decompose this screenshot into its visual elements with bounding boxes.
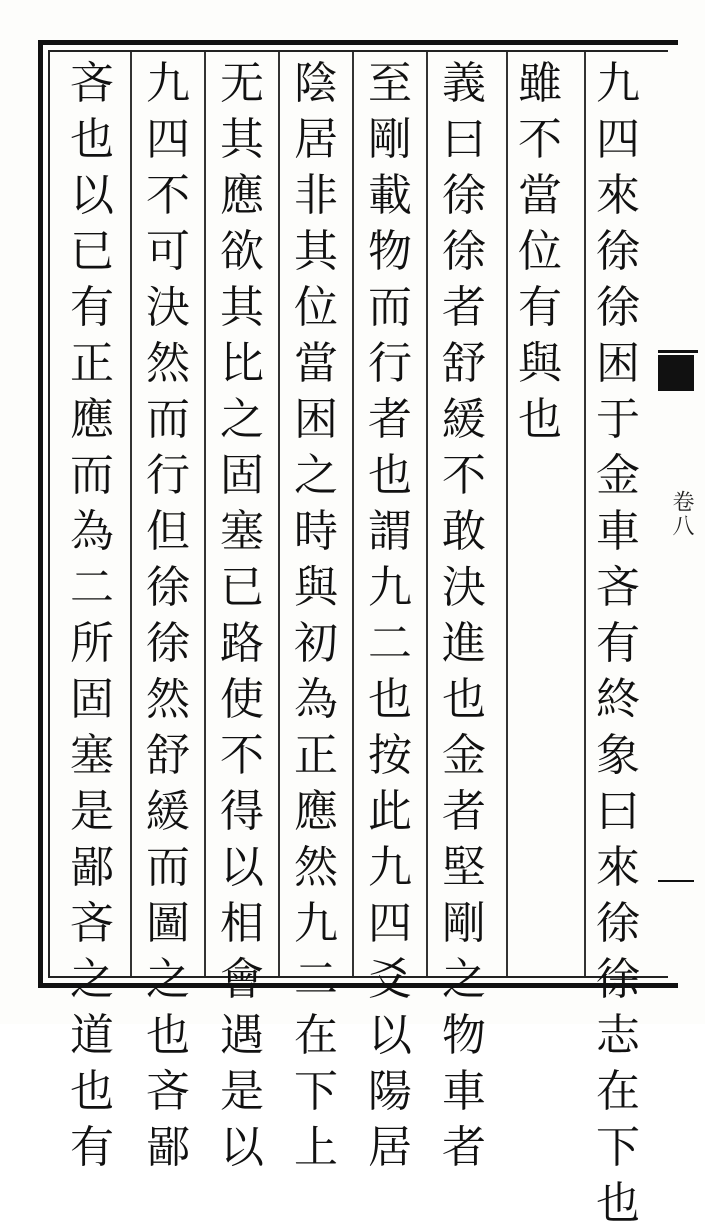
- glyph: 吝: [70, 898, 114, 949]
- glyph: 謂: [368, 506, 412, 557]
- column-divider: [584, 52, 586, 976]
- glyph: 以: [368, 1010, 412, 1061]
- glyph: 上: [294, 1122, 338, 1173]
- glyph: 徐: [442, 170, 486, 221]
- glyph: 應: [70, 394, 114, 445]
- glyph: 圖: [146, 898, 190, 949]
- column-divider: [130, 52, 132, 976]
- glyph: 正: [70, 338, 114, 389]
- glyph: 欲: [220, 226, 264, 277]
- glyph: 九: [146, 58, 190, 109]
- glyph: 正: [294, 730, 338, 781]
- glyph: 九: [368, 842, 412, 893]
- text-column-5: [288, 56, 344, 1176]
- glyph: 舒: [146, 730, 190, 781]
- column-divider: [204, 52, 206, 976]
- glyph: 會: [220, 954, 264, 1005]
- glyph: 金: [442, 730, 486, 781]
- glyph: 于: [596, 394, 640, 445]
- text-column-2: [512, 56, 568, 448]
- text-column-6: [214, 56, 270, 1176]
- glyph: 徐: [596, 226, 640, 277]
- glyph: 決: [442, 562, 486, 613]
- glyph: 物: [442, 1010, 486, 1061]
- glyph: 行: [368, 338, 412, 389]
- glyph: 位: [294, 282, 338, 333]
- glyph: 象: [596, 730, 640, 781]
- glyph: 陽: [368, 1066, 412, 1117]
- glyph: 曰: [442, 114, 486, 165]
- glyph: 進: [442, 618, 486, 669]
- glyph: 義: [442, 58, 486, 109]
- glyph: 以: [220, 1122, 264, 1173]
- glyph: 徐: [596, 898, 640, 949]
- glyph: 有: [596, 618, 640, 669]
- glyph: 應: [294, 786, 338, 837]
- glyph: 也: [442, 674, 486, 725]
- glyph: 道: [70, 1010, 114, 1061]
- glyph: 相: [220, 898, 264, 949]
- glyph: 載: [368, 170, 412, 221]
- glyph: 遇: [220, 1010, 264, 1061]
- glyph: 以: [220, 842, 264, 893]
- glyph: 塞: [220, 506, 264, 557]
- glyph: 不: [518, 114, 562, 165]
- glyph: 陰: [294, 58, 338, 109]
- glyph: 曰: [596, 786, 640, 837]
- glyph: 物: [368, 226, 412, 277]
- glyph: 舒: [442, 338, 486, 389]
- glyph: 二: [368, 618, 412, 669]
- glyph: 也: [70, 114, 114, 165]
- glyph: 固: [220, 450, 264, 501]
- glyph: 可: [146, 226, 190, 277]
- glyph: 九: [368, 562, 412, 613]
- glyph: 九: [596, 58, 640, 109]
- page-spine: [658, 50, 705, 980]
- glyph: 與: [294, 562, 338, 613]
- glyph: 初: [294, 618, 338, 669]
- glyph: 所: [70, 618, 114, 669]
- glyph: 固: [70, 674, 114, 725]
- glyph: 徐: [442, 226, 486, 277]
- text-column-3: [436, 56, 492, 1176]
- glyph: 位: [518, 226, 562, 277]
- glyph: 有: [518, 282, 562, 333]
- glyph: 而: [368, 282, 412, 333]
- glyph: 緩: [146, 786, 190, 837]
- glyph: 來: [596, 842, 640, 893]
- glyph: 徐: [596, 954, 640, 1005]
- glyph: 不: [146, 170, 190, 221]
- glyph: 剛: [368, 114, 412, 165]
- column-divider: [352, 52, 354, 976]
- glyph: 四: [146, 114, 190, 165]
- glyph: 是: [220, 1066, 264, 1117]
- glyph: 吝: [70, 58, 114, 109]
- glyph: 者: [442, 786, 486, 837]
- glyph: 應: [220, 170, 264, 221]
- glyph: 來: [596, 170, 640, 221]
- glyph: 有: [70, 1122, 114, 1173]
- glyph: 當: [294, 338, 338, 389]
- glyph: 困: [294, 394, 338, 445]
- glyph: 者: [442, 282, 486, 333]
- glyph: 居: [368, 1122, 412, 1173]
- glyph: 但: [146, 506, 190, 557]
- glyph: 之: [146, 954, 190, 1005]
- glyph: 至: [368, 58, 412, 109]
- glyph: 也: [146, 1010, 190, 1061]
- glyph: 居: [294, 114, 338, 165]
- glyph: 也: [368, 674, 412, 725]
- glyph: 而: [146, 842, 190, 893]
- glyph: 而: [70, 450, 114, 501]
- glyph: 徐: [146, 618, 190, 669]
- volume-label: 卷八: [669, 490, 694, 538]
- glyph: 四: [368, 898, 412, 949]
- glyph: 困: [596, 338, 640, 389]
- glyph: 然: [146, 338, 190, 389]
- glyph: 時: [294, 506, 338, 557]
- glyph: 不: [442, 450, 486, 501]
- glyph: 也: [70, 1066, 114, 1117]
- glyph: 以: [70, 170, 114, 221]
- glyph: 決: [146, 282, 190, 333]
- glyph: 已: [70, 226, 114, 277]
- glyph: 下: [294, 1066, 338, 1117]
- glyph: 徐: [146, 562, 190, 613]
- glyph: 為: [70, 506, 114, 557]
- glyph: 爻: [368, 954, 412, 1005]
- glyph: 徐: [596, 282, 640, 333]
- glyph: 也: [596, 1178, 640, 1229]
- glyph: 比: [220, 338, 264, 389]
- glyph: 吝: [146, 1066, 190, 1117]
- glyph: 是: [70, 786, 114, 837]
- glyph: 車: [442, 1066, 486, 1117]
- glyph: 不: [220, 730, 264, 781]
- glyph: 在: [294, 1010, 338, 1061]
- glyph: 非: [294, 170, 338, 221]
- glyph: 按: [368, 730, 412, 781]
- glyph: 有: [70, 282, 114, 333]
- glyph: 雖: [518, 58, 562, 109]
- glyph: 九: [294, 898, 338, 949]
- spine-block-mark: [658, 355, 694, 391]
- glyph: 堅: [442, 842, 486, 893]
- glyph: 當: [518, 170, 562, 221]
- glyph: 而: [146, 394, 190, 445]
- glyph: 二: [70, 562, 114, 613]
- column-divider: [278, 52, 280, 976]
- glyph: 之: [442, 954, 486, 1005]
- glyph: 路: [220, 618, 264, 669]
- column-divider: [506, 52, 508, 976]
- glyph: 在: [596, 1066, 640, 1117]
- glyph: 剛: [442, 898, 486, 949]
- glyph: 也: [518, 394, 562, 445]
- glyph: 行: [146, 450, 190, 501]
- spine-rule: [658, 880, 694, 882]
- glyph: 與: [518, 338, 562, 389]
- glyph: 其: [294, 226, 338, 277]
- glyph: 然: [146, 674, 190, 725]
- glyph: 之: [70, 954, 114, 1005]
- text-column-4: [362, 56, 418, 1176]
- glyph: 敢: [442, 506, 486, 557]
- glyph: 之: [294, 450, 338, 501]
- glyph: 也: [368, 450, 412, 501]
- glyph: 塞: [70, 730, 114, 781]
- glyph: 得: [220, 786, 264, 837]
- glyph: 然: [294, 842, 338, 893]
- glyph: 鄙: [70, 842, 114, 893]
- glyph: 緩: [442, 394, 486, 445]
- text-column-1: [590, 56, 646, 1232]
- text-column-8: [64, 56, 120, 1176]
- glyph: 車: [596, 506, 640, 557]
- glyph: 終: [596, 674, 640, 725]
- glyph: 使: [220, 674, 264, 725]
- column-divider: [426, 52, 428, 976]
- spine-rule: [658, 350, 698, 353]
- glyph: 者: [368, 394, 412, 445]
- glyph: 金: [596, 450, 640, 501]
- glyph: 下: [596, 1122, 640, 1173]
- glyph: 二: [294, 954, 338, 1005]
- glyph: 志: [596, 1010, 640, 1061]
- glyph: 此: [368, 786, 412, 837]
- glyph: 之: [220, 394, 264, 445]
- glyph: 其: [220, 282, 264, 333]
- glyph: 為: [294, 674, 338, 725]
- glyph: 已: [220, 562, 264, 613]
- glyph: 者: [442, 1122, 486, 1173]
- glyph: 无: [220, 58, 264, 109]
- glyph: 鄙: [146, 1122, 190, 1173]
- glyph: 四: [596, 114, 640, 165]
- text-column-7: [140, 56, 196, 1176]
- glyph: 其: [220, 114, 264, 165]
- glyph: 吝: [596, 562, 640, 613]
